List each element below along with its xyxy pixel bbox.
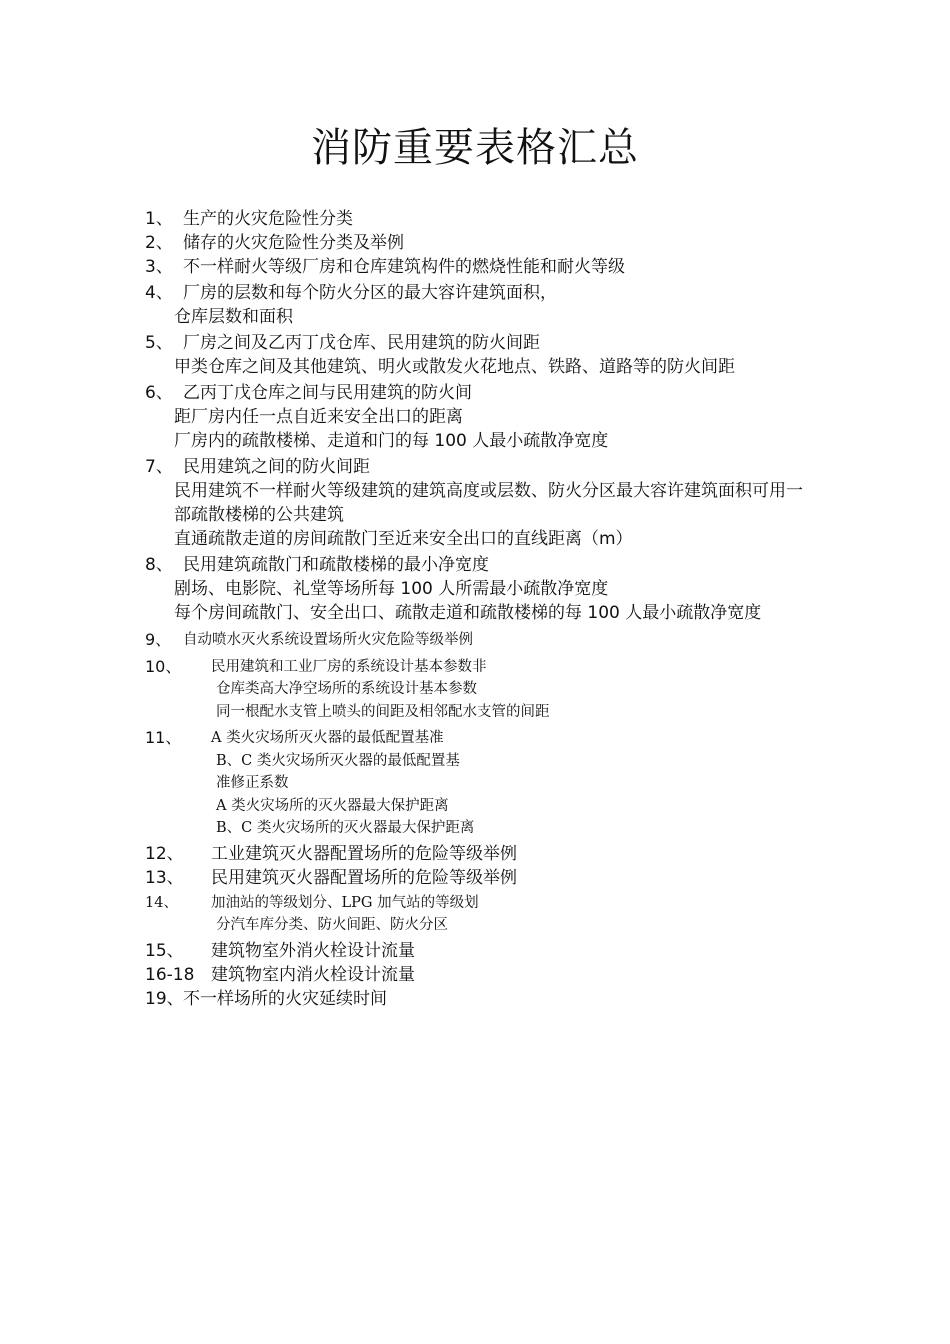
toc-item-13 (145, 866, 825, 890)
toc-item-4 (145, 281, 825, 329)
item-line: 甲类仓库之间及其他建筑、明火或散发火花地点、铁路、道路等的防火间距 (174, 357, 735, 377)
toc-item-19 (145, 987, 825, 1011)
item-number: 3、 (145, 257, 173, 277)
item-line: 仓库层数和面积 (174, 307, 293, 327)
item-line: 生产的火灾危险性分类 (183, 209, 353, 229)
item-line: 储存的火灾危险性分类及举例 (183, 233, 404, 253)
toc-item-8 (145, 553, 825, 625)
item-line: 自动喷水灭火系统设置场所火灾危险等级举例 (183, 632, 473, 648)
item-number: 19、 (145, 988, 184, 1009)
toc-item-7 (145, 455, 825, 551)
toc-item-3 (145, 255, 825, 279)
item-line: 工业建筑灭火器配置场所的危险等级举例 (211, 843, 517, 864)
item-number: 4、 (145, 283, 173, 303)
item-line: 分汽车库分类、防火间距、防火分区 (216, 917, 448, 933)
item-line: B、C 类火灾场所灭火器的最低配置基 (216, 752, 460, 769)
item-number: 6、 (145, 383, 173, 403)
item-line: 不一样耐火等级厂房和仓库建筑构件的燃烧性能和耐火等级 (183, 257, 625, 277)
item-line: A 类火灾场所灭火器的最低配置基准 (211, 730, 444, 746)
toc-item-12 (145, 842, 825, 866)
item-number: 14、 (145, 894, 178, 911)
toc-item-5 (145, 331, 825, 379)
item-line: 不一样场所的火灾延续时间 (183, 988, 387, 1009)
page-title: 消防重要表格汇总 (311, 125, 639, 171)
item-line: 厂房之间及乙丙丁戊仓库、民用建筑的防火间距 (183, 333, 540, 353)
item-number: 10、 (145, 656, 182, 676)
item-line: 厂房内的疏散楼梯、走道和门的每 100 人最小疏散净宽度 (174, 431, 609, 451)
item-line: 剧场、电影院、礼堂等场所每 100 人所需最小疏散净宽度 (174, 579, 609, 599)
item-number: 13、 (145, 867, 184, 888)
item-number: 15、 (145, 940, 184, 961)
item-line: 民用建筑之间的防火间距 (183, 457, 370, 477)
toc-item-16-18 (145, 963, 825, 987)
item-number: 9、 (145, 630, 172, 649)
toc-item-14 (145, 892, 825, 937)
item-number: 1、 (145, 209, 173, 229)
item-line: 民用建筑灭火器配置场所的危险等级举例 (211, 867, 517, 888)
item-number: 8、 (145, 555, 173, 575)
item-line: 仓库类高大净空场所的系统设计基本参数 (216, 681, 477, 697)
item-line: 直通疏散走道的房间疏散门至近来安全出口的直线距离（m） (174, 529, 633, 549)
toc-item-15 (145, 939, 825, 963)
toc-item-11 (145, 727, 825, 840)
item-number: 12、 (145, 843, 184, 864)
item-number: 5、 (145, 333, 173, 353)
item-line: 准修正系数 (216, 775, 289, 791)
item-line: 民用建筑不一样耐火等级建筑的建筑高度或层数、防火分区最大容许建筑面积可用一部疏散楼梯的公共建筑 (174, 481, 803, 525)
toc-item-10 (145, 656, 825, 724)
item-line: 建筑物室外消火栓设计流量 (211, 940, 415, 961)
item-number: 2、 (145, 233, 173, 253)
item-number: 7、 (145, 457, 173, 477)
item-line: A 类火灾场所的灭火器最大保护距离 (216, 797, 449, 814)
item-line: 民用建筑疏散门和疏散楼梯的最小净宽度 (183, 555, 489, 575)
item-number: 11、 (145, 728, 182, 747)
toc-item-2 (145, 231, 825, 255)
item-line: 厂房的层数和每个防火分区的最大容许建筑面积， (183, 283, 557, 303)
item-line: 同一根配水支管上喷头的间距及相邻配水支管的间距 (216, 703, 550, 720)
item-line: 每个房间疏散门、安全出口、疏散走道和疏散楼梯的每 100 人最小疏散净宽度 (174, 603, 762, 623)
item-line: 距厂房内任一点自近来安全出口的距离 (174, 407, 463, 427)
item-line: 建筑物室内消火栓设计流量 (211, 964, 415, 985)
item-line: 乙丙丁戊仓库之间与民用建筑的防火间 (183, 383, 472, 403)
item-line: 加油站的等级划分、LPG 加气站的等级划 (211, 894, 479, 911)
toc-item-6 (145, 381, 825, 453)
item-number: 16-18 (145, 964, 195, 985)
toc-item-9 (145, 629, 825, 652)
item-line: 民用建筑和工业厂房的系统设计基本参数非 (211, 658, 487, 675)
table-of-contents (145, 207, 825, 1011)
item-line: B、C 类火灾场所的灭火器最大保护距离 (216, 820, 475, 836)
toc-item-1 (145, 207, 825, 231)
